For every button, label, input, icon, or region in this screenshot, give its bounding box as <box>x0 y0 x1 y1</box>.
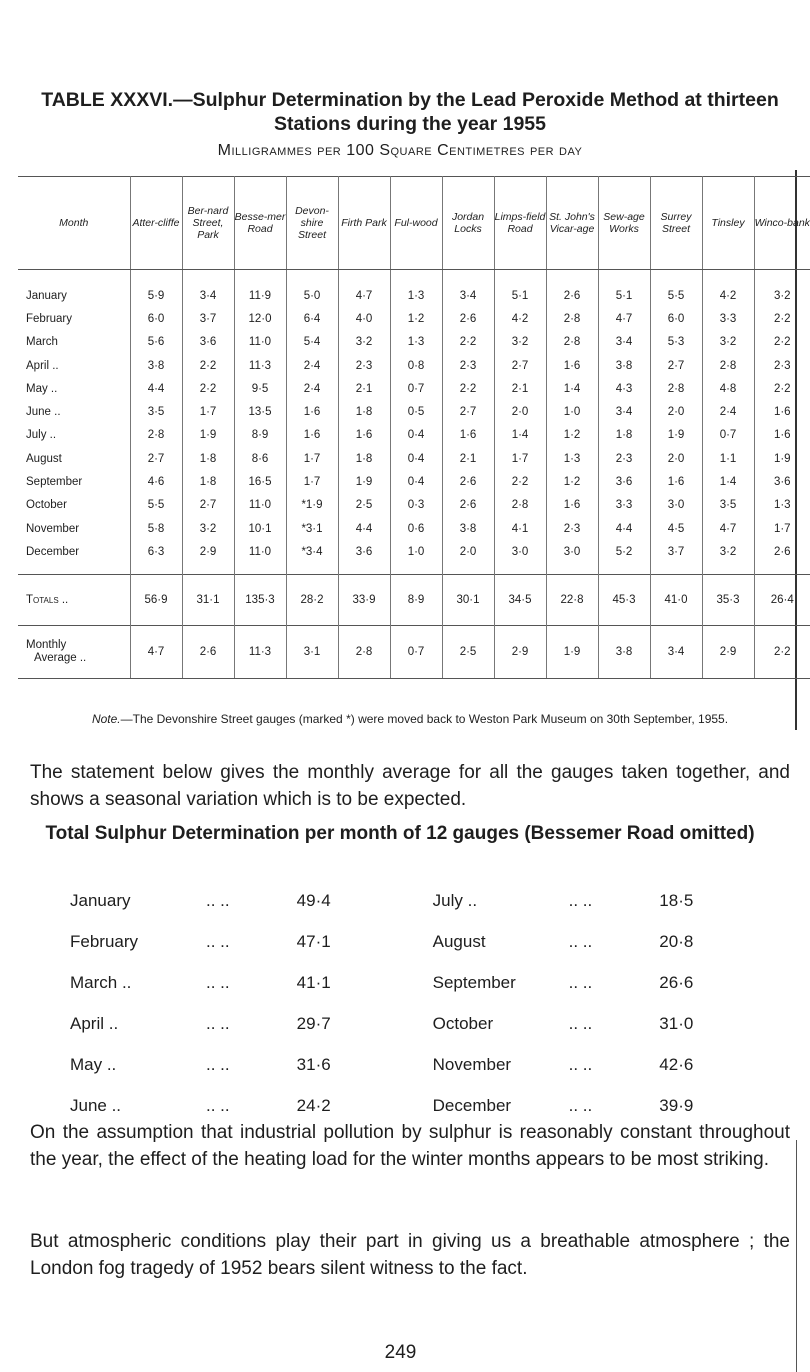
month-cell: April .. <box>18 354 130 377</box>
value-cell: 4·2 <box>494 307 546 330</box>
value-cell: 12·0 <box>234 307 286 330</box>
value-cell: 3·2 <box>773 289 791 302</box>
month-cell: February <box>18 307 130 330</box>
value-cell: 1·3 <box>773 499 791 512</box>
value-cell: 8·9 <box>234 424 286 447</box>
value-cell: 4·3 <box>598 377 650 400</box>
value-cell: 2·8 <box>650 377 702 400</box>
right-value: 20·8 <box>659 931 694 951</box>
left-month: March .. <box>70 972 132 992</box>
value-cell: 5·8 <box>130 517 182 540</box>
paragraph-seasonal: The statement below gives the monthly average for all the gauges taken together, and shows a seasonal variation which is to be expected. <box>30 762 790 810</box>
value-cell: 1·8 <box>338 447 390 470</box>
spacer <box>387 880 432 921</box>
average-label-line1: Monthly <box>26 638 67 651</box>
average-label <box>18 625 130 678</box>
value-cell: 3·2 <box>182 517 234 540</box>
average-cell: 3·4 <box>650 625 702 678</box>
value-cell: 1·9 <box>773 452 791 465</box>
left-month: June .. <box>70 1095 122 1115</box>
value-cell: 2·8 <box>494 494 546 517</box>
value-cell: 5·0 <box>286 270 338 308</box>
column-header: Besse-mer Road <box>234 177 286 270</box>
value-cell: 2·2 <box>773 312 791 325</box>
value-cell: 3·3 <box>598 494 650 517</box>
value-cell: 2·8 <box>130 424 182 447</box>
value-cell: 0·4 <box>390 424 442 447</box>
value-cell: 3·6 <box>338 540 390 574</box>
left-value: 29·7 <box>296 1013 331 1033</box>
right-value: 18·5 <box>659 890 694 910</box>
right-value: 42·6 <box>659 1054 694 1074</box>
value-cell: 3·0 <box>494 540 546 574</box>
value-cell: 4·1 <box>494 517 546 540</box>
value-cell: 1·6 <box>286 400 338 423</box>
value-cell: 3·4 <box>182 270 234 308</box>
value-cell: 3·4 <box>598 400 650 423</box>
total-cell: 28·2 <box>286 574 338 625</box>
average-cell: 0·7 <box>390 625 442 678</box>
value-cell: 0·7 <box>390 377 442 400</box>
value-cell: 2·6 <box>546 270 598 308</box>
leader-dots: .. .. <box>206 890 230 910</box>
average-cell: 3·8 <box>598 625 650 678</box>
value-cell: 5·5 <box>650 270 702 308</box>
value-cell: 3·7 <box>182 307 234 330</box>
leader-dots: .. .. <box>206 931 230 951</box>
month-cell: September <box>18 470 130 493</box>
monthly-total-row <box>70 880 750 921</box>
total-cell: 35·3 <box>702 574 754 625</box>
totals-label: Totals .. <box>18 574 130 625</box>
value-cell: 4·5 <box>650 517 702 540</box>
value-cell: 2·0 <box>442 540 494 574</box>
value-cell: 3·0 <box>650 494 702 517</box>
value-cell: 1·3 <box>390 331 442 354</box>
table-row <box>18 400 810 423</box>
value-cell: 11·0 <box>234 494 286 517</box>
total-cell: 30·1 <box>442 574 494 625</box>
total-cell: 22·8 <box>546 574 598 625</box>
value-cell: 2·6 <box>442 307 494 330</box>
right-month: November <box>432 1054 512 1074</box>
average-label-line2: Average .. <box>34 651 87 664</box>
total-cell: 8·9 <box>390 574 442 625</box>
value-cell: 3·8 <box>598 354 650 377</box>
leader-dots: .. .. <box>206 1095 230 1115</box>
spacer <box>387 1003 432 1044</box>
value-cell: 1·9 <box>650 424 702 447</box>
column-header: Atter-cliffe <box>130 177 182 270</box>
table-row <box>18 270 810 308</box>
value-cell: 4·7 <box>338 270 390 308</box>
column-header: Devon-shire Street <box>286 177 338 270</box>
month-cell: May .. <box>18 377 130 400</box>
value-cell: 2·6 <box>442 494 494 517</box>
value-cell: 1·0 <box>390 540 442 574</box>
value-cell: 3·6 <box>598 470 650 493</box>
monthly-totals-table <box>70 880 750 1126</box>
value-cell: 5·5 <box>130 494 182 517</box>
left-value: 24·2 <box>296 1095 331 1115</box>
value-cell: 5·3 <box>650 331 702 354</box>
value-cell: 2·4 <box>286 377 338 400</box>
value-cell: *1·9 <box>286 494 338 517</box>
value-cell: 1·6 <box>773 429 791 442</box>
value-cell: 2·0 <box>650 447 702 470</box>
value-cell: 11·0 <box>234 331 286 354</box>
column-header: Surrey Street <box>650 177 702 270</box>
value-cell: 3·0 <box>546 540 598 574</box>
average-cell: 2·9 <box>494 625 546 678</box>
value-cell: 8·6 <box>234 447 286 470</box>
average-cell: 11·3 <box>234 625 286 678</box>
paragraph-atmosphere: But atmospheric conditions play their part in giving us a breathable atmosphere ; the London fog tragedy of 1952 bears silent witness to the fact. <box>30 1231 790 1279</box>
value-cell: 2·2 <box>182 354 234 377</box>
average-cell: 2·5 <box>442 625 494 678</box>
value-cell: 1·7 <box>494 447 546 470</box>
total-cell: 45·3 <box>598 574 650 625</box>
sulphur-table <box>18 176 810 679</box>
value-cell: 2·6 <box>442 470 494 493</box>
value-cell: 3·4 <box>442 270 494 308</box>
value-cell: 2·3 <box>598 447 650 470</box>
leader-dots: .. .. <box>568 1013 593 1033</box>
value-cell: 1·4 <box>546 377 598 400</box>
value-cell: 6·3 <box>130 540 182 574</box>
value-cell: 0·4 <box>390 470 442 493</box>
value-cell: 0·3 <box>390 494 442 517</box>
value-cell: 2·3 <box>338 354 390 377</box>
value-cell: 4·4 <box>598 517 650 540</box>
total-cell: 56·9 <box>130 574 182 625</box>
value-cell: 2·4 <box>286 354 338 377</box>
value-cell: 2·0 <box>650 400 702 423</box>
value-cell: 1·7 <box>286 447 338 470</box>
table-row <box>18 354 810 377</box>
value-cell: 3·2 <box>494 331 546 354</box>
value-cell: 1·4 <box>494 424 546 447</box>
table-row <box>18 517 810 540</box>
value-cell: 2·7 <box>650 354 702 377</box>
value-cell: 3·5 <box>130 400 182 423</box>
value-cell: 0·7 <box>702 424 754 447</box>
column-header: Ber-nard Street, Park <box>182 177 234 270</box>
value-cell: 1·2 <box>546 424 598 447</box>
value-cell: 5·4 <box>286 331 338 354</box>
value-cell: 1·1 <box>702 447 754 470</box>
value-cell: 1·6 <box>442 424 494 447</box>
value-cell: 1·9 <box>338 470 390 493</box>
monthly-total-row <box>70 962 750 1003</box>
average-cell: 2·9 <box>702 625 754 678</box>
value-cell: 1·8 <box>182 447 234 470</box>
value-cell: 3·6 <box>773 476 791 489</box>
monthly-total-row <box>70 921 750 962</box>
average-cell: 2·8 <box>338 625 390 678</box>
note-text: —The Devonshire Street gauges (marked *) were moved back to Weston Park Museum on 30th September, 1955. <box>120 712 729 726</box>
value-cell: 11·3 <box>234 354 286 377</box>
value-cell: *3·1 <box>286 517 338 540</box>
value-cell: 1·7 <box>773 522 791 535</box>
value-cell: 2·3 <box>546 517 598 540</box>
month-cell: March <box>18 331 130 354</box>
value-cell: 6·0 <box>130 307 182 330</box>
value-cell: 6·0 <box>650 307 702 330</box>
value-cell: 2·7 <box>442 400 494 423</box>
value-cell: 4·7 <box>598 307 650 330</box>
value-cell: 5·1 <box>598 270 650 308</box>
left-value: 41·1 <box>296 972 331 992</box>
value-cell: 4·4 <box>130 377 182 400</box>
leader-dots: .. .. <box>206 1013 230 1033</box>
value-cell: 3·7 <box>650 540 702 574</box>
value-cell: 1·6 <box>338 424 390 447</box>
value-cell: 1·2 <box>546 470 598 493</box>
column-header: Month <box>18 177 130 270</box>
month-cell: August <box>18 447 130 470</box>
value-cell: 3·2 <box>338 331 390 354</box>
right-value: 39·9 <box>659 1095 694 1115</box>
value-cell: 1·3 <box>390 270 442 308</box>
value-cell: 2·2 <box>494 470 546 493</box>
value-cell: 11·9 <box>234 270 286 308</box>
value-cell: 1·6 <box>773 406 791 419</box>
value-cell: 2·6 <box>773 545 791 558</box>
leader-dots: .. .. <box>206 1054 230 1074</box>
spacer <box>387 962 432 1003</box>
value-cell: 5·6 <box>130 331 182 354</box>
total-cell: 31·1 <box>182 574 234 625</box>
monthly-total-row <box>70 1044 750 1085</box>
leader-dots: .. .. <box>206 972 230 992</box>
value-cell: 2·8 <box>702 354 754 377</box>
column-header: Limps-field Road <box>494 177 546 270</box>
table-row <box>18 331 810 354</box>
value-cell: 1·2 <box>390 307 442 330</box>
value-cell: 1·6 <box>546 494 598 517</box>
right-month: August <box>432 931 486 951</box>
value-cell: 1·8 <box>598 424 650 447</box>
value-cell: 1·9 <box>182 424 234 447</box>
value-cell: 3·2 <box>702 331 754 354</box>
value-cell: 2·8 <box>546 331 598 354</box>
value-cell: 3·4 <box>598 331 650 354</box>
value-cell: 6·4 <box>286 307 338 330</box>
leader-dots: .. .. <box>568 972 593 992</box>
value-cell: 1·7 <box>286 470 338 493</box>
value-cell: 2·8 <box>546 307 598 330</box>
value-cell: 2·1 <box>442 447 494 470</box>
value-cell: 1·6 <box>546 354 598 377</box>
total-cell: 26·4 <box>754 574 810 625</box>
table-row <box>18 540 810 574</box>
value-cell: 3·5 <box>702 494 754 517</box>
note-label: Note. <box>91 712 121 726</box>
value-cell: 1·4 <box>702 470 754 493</box>
right-value: 31·0 <box>659 1013 694 1033</box>
value-cell: 0·5 <box>390 400 442 423</box>
month-cell: November <box>18 517 130 540</box>
value-cell: 5·2 <box>598 540 650 574</box>
value-cell: 4·8 <box>702 377 754 400</box>
value-cell: 1·0 <box>546 400 598 423</box>
column-header: St. John's Vicar-age <box>546 177 598 270</box>
left-month: May .. <box>70 1054 117 1074</box>
value-cell: 2·2 <box>442 377 494 400</box>
right-month: December <box>432 1095 512 1115</box>
value-cell: 3·6 <box>182 331 234 354</box>
value-cell: 0·8 <box>390 354 442 377</box>
value-cell: 0·6 <box>390 517 442 540</box>
value-cell: 2·2 <box>182 377 234 400</box>
average-cell: 3·1 <box>286 625 338 678</box>
left-month: February <box>70 931 139 951</box>
table-note <box>60 712 760 727</box>
column-header: Tinsley <box>702 177 754 270</box>
value-cell: 10·1 <box>234 517 286 540</box>
value-cell: 4·0 <box>338 307 390 330</box>
value-cell: 2·2 <box>773 336 791 349</box>
column-header: Ful-wood <box>390 177 442 270</box>
average-cell: 2·2 <box>754 625 810 678</box>
table-subtitle: Milligrammes per 100 Square Centimetres per day <box>217 142 583 159</box>
table-row <box>18 447 810 470</box>
value-cell: 2·3 <box>442 354 494 377</box>
value-cell: 3·8 <box>130 354 182 377</box>
column-header: Firth Park <box>338 177 390 270</box>
average-cell: 2·6 <box>182 625 234 678</box>
average-cell: 4·7 <box>130 625 182 678</box>
value-cell: 2·4 <box>702 400 754 423</box>
table-body <box>18 270 810 679</box>
spacer <box>387 921 432 962</box>
value-cell: 1·8 <box>182 470 234 493</box>
right-month: September <box>432 972 516 992</box>
table-title: TABLE XXXVI.—Sulphur Determination by the Lead Peroxide Method at thirteen Stations during the year 1955 <box>41 89 779 135</box>
value-cell: 1·8 <box>338 400 390 423</box>
value-cell: 4·2 <box>702 270 754 308</box>
left-month: January <box>70 890 131 910</box>
value-cell: 11·0 <box>234 540 286 574</box>
value-cell: 3·2 <box>702 540 754 574</box>
leader-dots: .. .. <box>568 931 593 951</box>
value-cell: 2·3 <box>773 359 791 372</box>
left-value: 31·6 <box>296 1054 331 1074</box>
value-cell: 0·4 <box>390 447 442 470</box>
month-cell: July .. <box>18 424 130 447</box>
table-row <box>18 307 810 330</box>
left-value: 47·1 <box>296 931 331 951</box>
leader-dots: .. .. <box>568 1095 593 1115</box>
value-cell: 2·7 <box>494 354 546 377</box>
month-cell: October <box>18 494 130 517</box>
value-cell: 4·7 <box>702 517 754 540</box>
page-edge-line-lower <box>796 1140 797 1372</box>
value-cell: 3·8 <box>442 517 494 540</box>
table-row <box>18 494 810 517</box>
right-month: July .. <box>432 890 478 910</box>
paragraph-assumption: On the assumption that industrial pollution by sulphur is reasonably constant throughout the year, the effect of the heating load for the winter months appears to be most striking. <box>30 1122 790 1170</box>
totals-row <box>18 574 810 625</box>
value-cell: 2·2 <box>442 331 494 354</box>
value-cell: 2·1 <box>338 377 390 400</box>
right-value: 26·6 <box>659 972 694 992</box>
value-cell: 2·9 <box>182 540 234 574</box>
value-cell: 1·6 <box>286 424 338 447</box>
value-cell: 1·3 <box>546 447 598 470</box>
column-header: Sew-age Works <box>598 177 650 270</box>
value-cell: 5·1 <box>494 270 546 308</box>
value-cell: 2·7 <box>182 494 234 517</box>
table-header-row <box>18 177 810 270</box>
average-row <box>18 625 810 678</box>
value-cell: 3·3 <box>702 307 754 330</box>
leader-dots: .. .. <box>568 890 593 910</box>
left-value: 49·4 <box>296 890 331 910</box>
monthly-totals-heading: Total Sulphur Determination per month of 12 gauges (Bessemer Road omitted) <box>45 823 755 844</box>
value-cell: 4·6 <box>130 470 182 493</box>
month-cell: January <box>18 270 130 308</box>
value-cell: 2·0 <box>494 400 546 423</box>
table-row <box>18 424 810 447</box>
value-cell: *3·4 <box>286 540 338 574</box>
table-row <box>18 377 810 400</box>
value-cell: 1·7 <box>182 400 234 423</box>
leader-dots: .. .. <box>568 1054 593 1074</box>
total-cell: 34·5 <box>494 574 546 625</box>
month-cell: December <box>18 540 130 574</box>
page-number: 249 <box>384 1342 417 1363</box>
total-cell: 33·9 <box>338 574 390 625</box>
value-cell: 2·2 <box>773 382 791 395</box>
value-cell: 5·9 <box>130 270 182 308</box>
total-cell: 135·3 <box>234 574 286 625</box>
value-cell: 2·1 <box>494 377 546 400</box>
monthly-total-row <box>70 1003 750 1044</box>
column-header: Jordan Locks <box>442 177 494 270</box>
total-cell: 41·0 <box>650 574 702 625</box>
spacer <box>387 1044 432 1085</box>
value-cell: 4·4 <box>338 517 390 540</box>
left-month: April .. <box>70 1013 119 1033</box>
column-header: Winco-bank <box>754 177 810 270</box>
table-row <box>18 470 810 493</box>
value-cell: 1·6 <box>650 470 702 493</box>
value-cell: 2·7 <box>130 447 182 470</box>
value-cell: 2·5 <box>338 494 390 517</box>
value-cell: 13·5 <box>234 400 286 423</box>
value-cell: 16·5 <box>234 470 286 493</box>
right-month: October <box>432 1013 494 1033</box>
value-cell: 9·5 <box>234 377 286 400</box>
month-cell: June .. <box>18 400 130 423</box>
average-cell: 1·9 <box>546 625 598 678</box>
